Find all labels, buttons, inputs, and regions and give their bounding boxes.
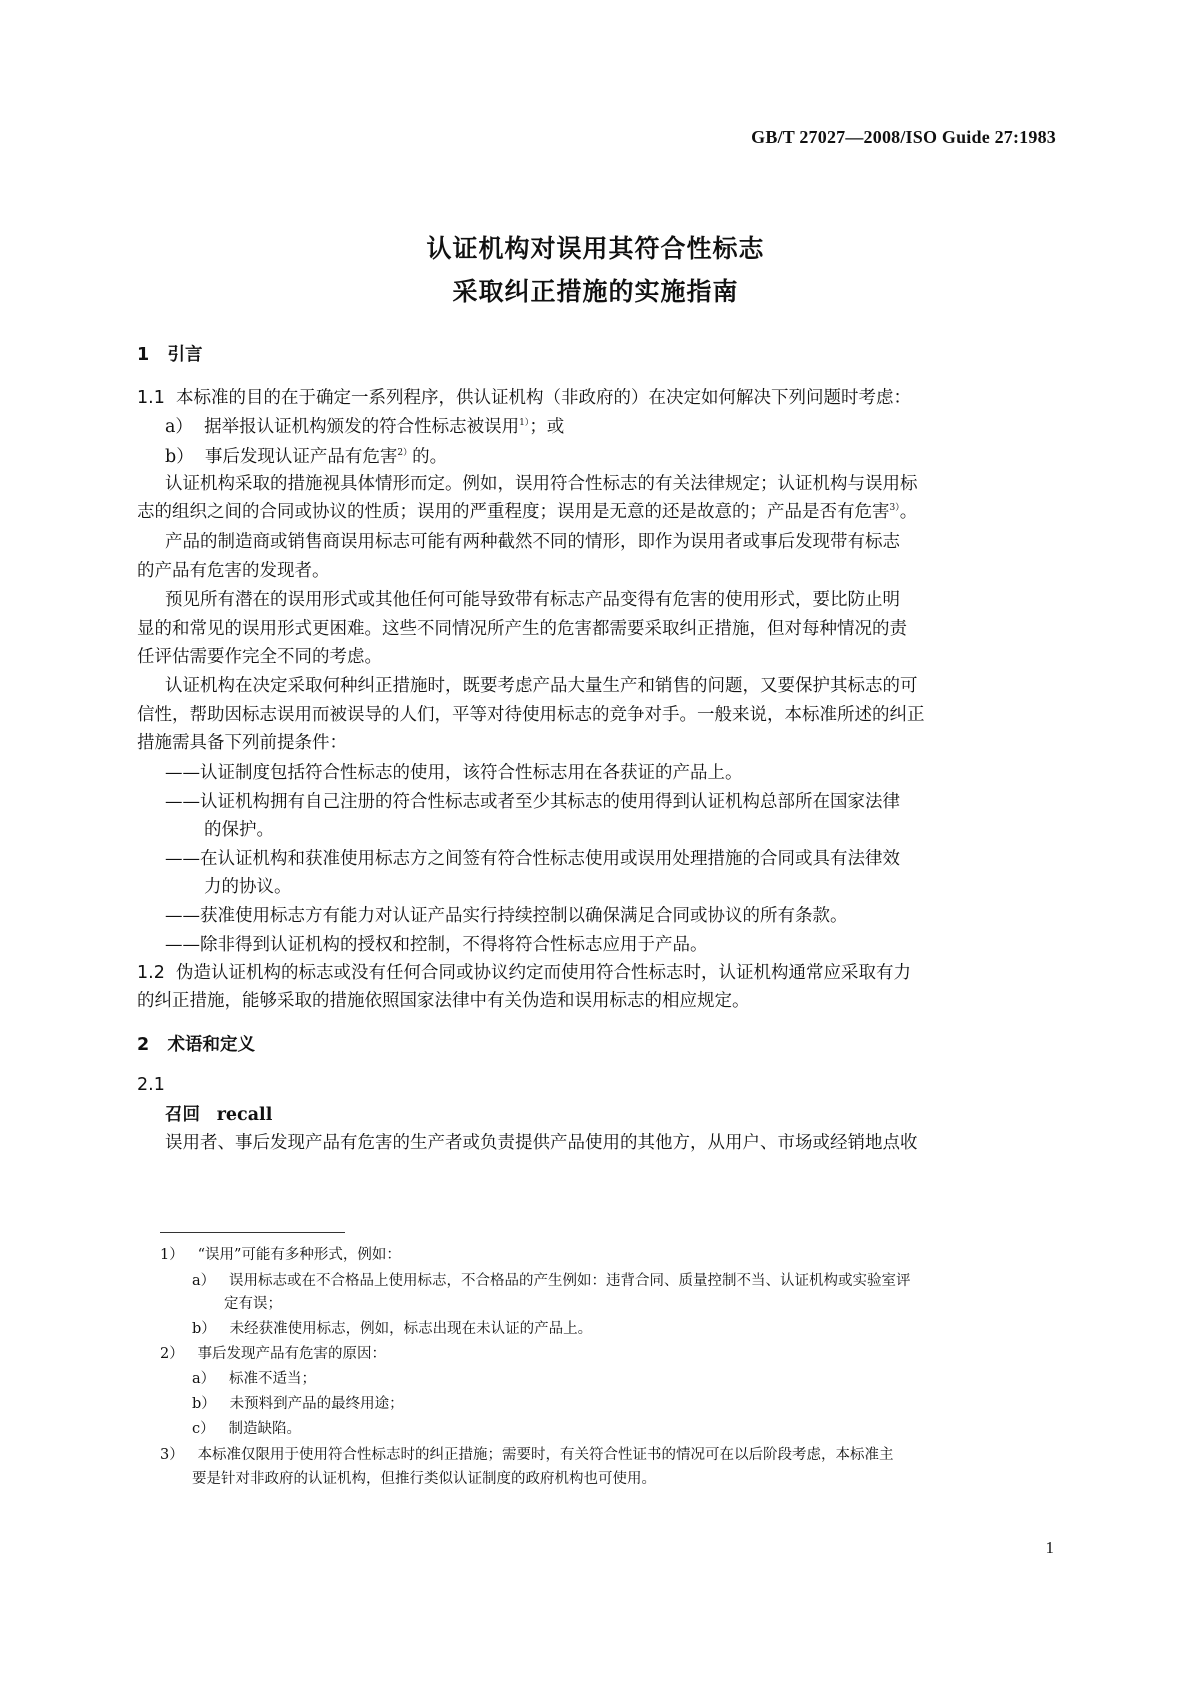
section-2-heading: [137, 1032, 1057, 1058]
list-text-tail: ；或: [529, 417, 565, 437]
footnote-1b: [192, 1318, 592, 1340]
footnote-divider: [160, 1232, 345, 1233]
footnote-marker: 3）: [160, 1447, 184, 1463]
footnote-marker: b）: [192, 1396, 216, 1412]
dash-list-item: ——认证制度包括符合性标志的使用，该符合性标志用在各获证的产品上。: [165, 763, 743, 783]
paragraph-text: 志的组织之间的合同或协议的性质；误用的严重程度；误用是无意的还是故意的；产品是否有危害: [137, 502, 890, 522]
footnote-ref: 1）: [519, 418, 530, 429]
standard-number: GB/T 27027—2008/ISO Guide 27:1983: [751, 127, 1056, 147]
footnote-marker: b）: [192, 1321, 216, 1337]
footnote-text: 未预料到产品的最终用途；: [229, 1396, 404, 1412]
paragraph-line: [137, 499, 1057, 525]
clause-number: 1.2: [137, 963, 165, 983]
clause-text: 本标准的目的在于确定一系列程序，供认证机构（非政府的）在决定如何解决下列问题时考虑：: [175, 388, 911, 408]
clause-1-1: [137, 385, 1057, 411]
footnote-text: 未经获准使用标志，例如，标志出现在未认证的产品上。: [229, 1321, 593, 1337]
list-text: 据举报认证机构颁发的符合性标志被误用: [204, 417, 520, 437]
footnote-2a: [192, 1368, 316, 1390]
page-number: 1: [1045, 1538, 1054, 1557]
section-title: 引言: [167, 345, 203, 365]
clause-number: 1.1: [137, 388, 165, 408]
footnote-2: [160, 1343, 386, 1365]
list-marker: a）: [165, 417, 193, 437]
footnote-1: [160, 1244, 401, 1266]
term-chinese: 召回: [165, 1105, 200, 1125]
list-text: 事后发现认证产品有危害: [204, 447, 398, 467]
footnote-ref: 2）: [397, 448, 413, 459]
dash-list-item: ——除非得到认证机构的授权和控制，不得将符合性标志应用于产品。: [165, 935, 708, 955]
document-title-line1: 认证机构对误用其符合性标志: [426, 234, 765, 263]
section-title: 术语和定义: [167, 1035, 255, 1055]
list-item-b: [165, 444, 1085, 470]
list-marker: b）: [165, 447, 194, 467]
dash-list-item: ——在认证机构和获准使用标志方之间签有符合性标志使用或误用处理措施的合同或具有法律效: [165, 849, 900, 869]
paragraph-line: 的产品有危害的发现者。: [137, 561, 330, 581]
paragraph-line: 任评估需要作完全不同的考虑。: [137, 647, 382, 667]
footnote-2b: [192, 1393, 404, 1415]
list-item-a: [165, 414, 1085, 440]
footnote-marker: 1）: [160, 1247, 184, 1263]
section-number: 2: [137, 1035, 150, 1055]
paragraph-line: 显的和常见的误用形式更困难。这些不同情况所产生的危害都需要采取纠正措施，但对每种情况的责: [137, 619, 907, 639]
dash-list-item-cont: 力的协议。: [204, 877, 292, 897]
paragraph-text-tail: 。: [899, 502, 918, 522]
dash-list-item-cont: 的保护。: [204, 820, 274, 840]
section-number: 1: [137, 345, 150, 365]
footnote-text: 标准不适当；: [228, 1371, 316, 1387]
dash-list-item: ——获准使用标志方有能力对认证产品实行持续控制以确保满足合同或协议的所有条款。: [165, 906, 848, 926]
clause-2-1-number: 2.1: [137, 1075, 165, 1095]
paragraph-line: 的纠正措施，能够采取的措施依照国家法律中有关伪造和误用标志的相应规定。: [137, 991, 750, 1011]
footnote-text: 本标准仅限用于使用符合性标志时的纠正措施；需要时，有关符合性证书的情况可在以后阶段考虑，本标准主: [197, 1447, 894, 1463]
list-text-tail: 的。: [412, 447, 448, 467]
footnote-3-cont: 要是针对非政府的认证机构，但推行类似认证制度的政府机构也可使用。: [192, 1471, 656, 1487]
paragraph-line: 产品的制造商或销售商误用标志可能有两种截然不同的情形，即作为误用者或事后发现带有标志: [165, 532, 900, 552]
dash-list-item: ——认证机构拥有自己注册的符合性标志或者至少其标志的使用得到认证机构总部所在国家法律: [165, 792, 900, 812]
term-english: recall: [216, 1105, 273, 1125]
footnote-marker: a）: [192, 1273, 216, 1289]
footnote-text: “误用”可能有多种形式，例如：: [197, 1247, 401, 1263]
definition-line: 误用者、事后发现产品有危害的生产者或负责提供产品使用的其他方，从用户、市场或经销地点收: [165, 1133, 918, 1153]
paragraph-line: 信性，帮助因标志误用而被误导的人们，平等对待使用标志的竞争对手。一般来说，本标准所述的纠正: [137, 705, 925, 725]
paragraph-line: 预见所有潜在的误用形式或其他任何可能导致带有标志产品变得有危害的使用形式，要比防止明: [165, 590, 900, 610]
section-1-heading: [137, 342, 1057, 368]
footnote-1a: [192, 1270, 910, 1292]
footnote-3: [160, 1444, 894, 1466]
footnote-marker: c）: [192, 1421, 215, 1437]
footnote-text: 制造缺陷。: [228, 1421, 301, 1437]
footnote-ref: 3）: [889, 503, 900, 514]
footnote-text: 误用标志或在不合格品上使用标志，不合格品的产生例如：违背合同、质量控制不当、认证机构或实验室评: [228, 1273, 911, 1289]
paragraph-line: 措施需具备下列前提条件：: [137, 733, 347, 753]
footnote-text: 事后发现产品有危害的原因：: [197, 1346, 387, 1362]
footnote-marker: 2）: [160, 1346, 184, 1362]
paragraph-line: 认证机构采取的措施视具体情形而定。例如，误用符合性标志的有关法律规定；认证机构与误用标: [165, 474, 918, 494]
paragraph-line: 认证机构在决定采取何种纠正措施时，既要考虑产品大量生产和销售的问题，又要保护其标志的可: [165, 676, 918, 696]
footnote-2c: [192, 1418, 301, 1440]
term-entry: [165, 1102, 1085, 1128]
clause-1-2: [137, 960, 1057, 986]
footnote-marker: a）: [192, 1371, 216, 1387]
document-title-line2: 采取纠正措施的实施指南: [452, 277, 739, 306]
footnote-1a-cont: 定有误；: [224, 1296, 282, 1312]
clause-text: 伪造认证机构的标志或没有任何合同或协议约定而使用符合性标志时，认证机构通常应采取有力: [175, 963, 911, 983]
